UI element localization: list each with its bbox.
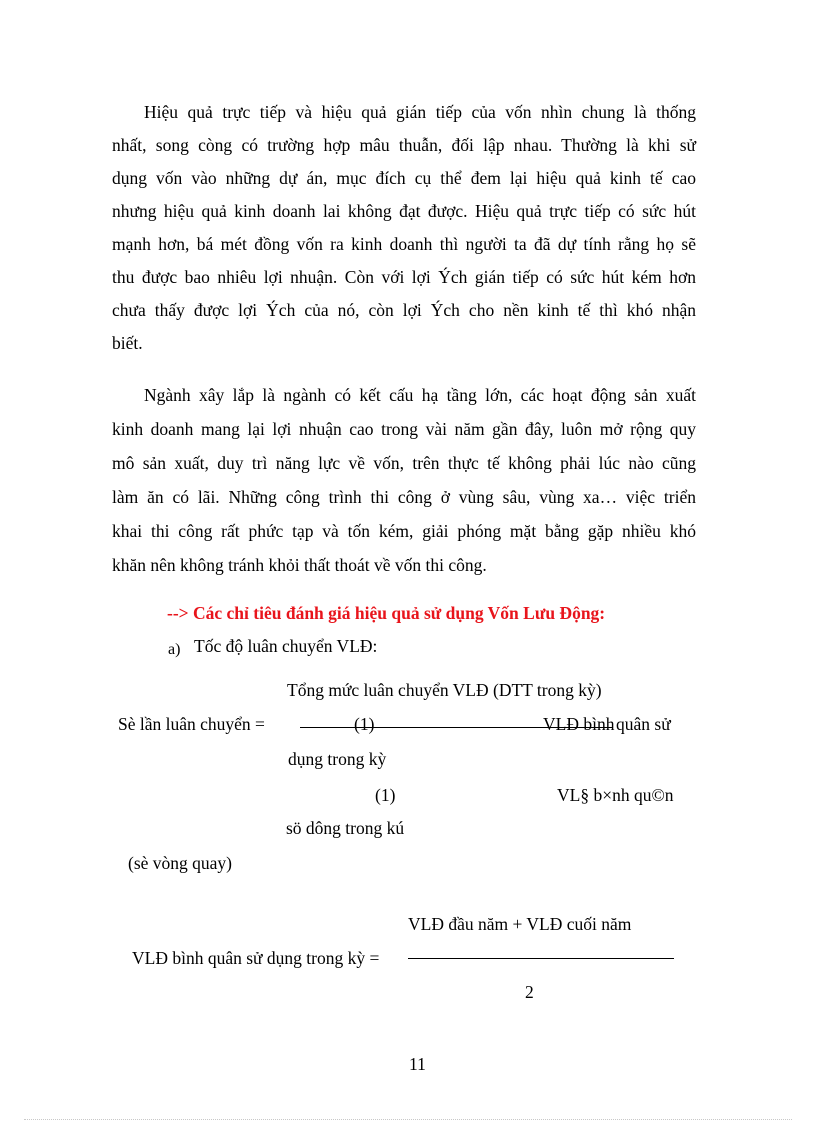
paragraph-line: kinh doanh mang lại lợi nhuận cao trong vài năm gần đây, luôn mở rộng quy [112, 419, 696, 439]
formula1-struck-right: VLĐ bình [543, 714, 615, 734]
paragraph-line: mô sản xuất, duy trì năng lực về vốn, trên thực tế không phải lúc nào cũng [112, 453, 696, 473]
paragraph-line: Hiệu quả trực tiếp và hiệu quả gián tiếp của vốn nhìn chung là thống [144, 102, 696, 122]
formula1-line2: dụng trong kỳ [288, 749, 387, 769]
formula2-numerator: VLĐ đầu năm + VLĐ cuối năm [408, 914, 632, 934]
formula1-numerator: Tổng mức luân chuyển VLĐ (DTT trong kỳ) [287, 680, 602, 700]
formula1-garbled-left: (1) [375, 785, 396, 805]
paragraph-line: nhất, song còng có trường hợp mâu thuẫn, đối lập nhau. Thường là khi sử [112, 135, 696, 155]
formula2-lhs: VLĐ bình quân sử dụng trong kỳ = [132, 948, 380, 968]
formula1-continuation: quân sử [616, 714, 671, 734]
page-number: 11 [409, 1054, 426, 1074]
paragraph-line: khăn nên không tránh khỏi thất thoát về vốn thi công. [112, 555, 487, 575]
formula2-denominator: 2 [525, 982, 534, 1002]
subsection-marker: a) [168, 641, 181, 658]
paragraph-line: mạnh hơn, bá mét đồng vốn ra kinh doanh thì người ta đã dự tính rằng họ sẽ [112, 234, 696, 254]
formula2-fraction-line [408, 958, 674, 959]
paragraph-line: nhưng hiệu quả kinh doanh lai không đạt được. Hiệu quả trực tiếp có sức hút [112, 201, 696, 221]
formula1-lhs: Sè lần luân chuyển = [118, 714, 265, 734]
paragraph-line: biết. [112, 333, 143, 353]
paragraph-line: thu được bao nhiêu lợi nhuận. Còn với lợi Ých gián tiếp có sức hút kém hơn [112, 267, 696, 287]
subsection-title: Tốc độ luân chuyển VLĐ: [194, 636, 378, 656]
formula1-garbled-right: VL§ b×nh qu©n [557, 785, 674, 805]
formula1-note: (sè vòng quay) [128, 853, 233, 873]
paragraph-line: dụng vốn vào những dự án, mục đích cụ thể đem lại hiệu quả kinh tế cao [112, 168, 696, 188]
section-heading: --> Các chỉ tiêu đánh giá hiệu quả sử dụng Vốn Lưu Động: [167, 603, 606, 623]
paragraph-line: chưa thấy được lợi Ých của nó, còn lợi Ých cho nền kinh tế thì khó nhận [112, 300, 696, 320]
formula1-struck-left: (1) [354, 714, 375, 734]
formula1-garbled-line2: sö dông trong kú [286, 818, 405, 838]
paragraph-line: khai thi công rất phức tạp và tốn kém, giải phóng mặt bằng gặp nhiều khó [112, 521, 696, 541]
page-bottom-border [24, 1119, 792, 1120]
paragraph-line: Ngành xây lắp là ngành có kết cấu hạ tầng lớn, các hoạt động sản xuất [144, 385, 696, 405]
paragraph-line: làm ăn có lãi. Những công trình thi công ở vùng sâu, vùng xa… việc triển [112, 487, 696, 507]
